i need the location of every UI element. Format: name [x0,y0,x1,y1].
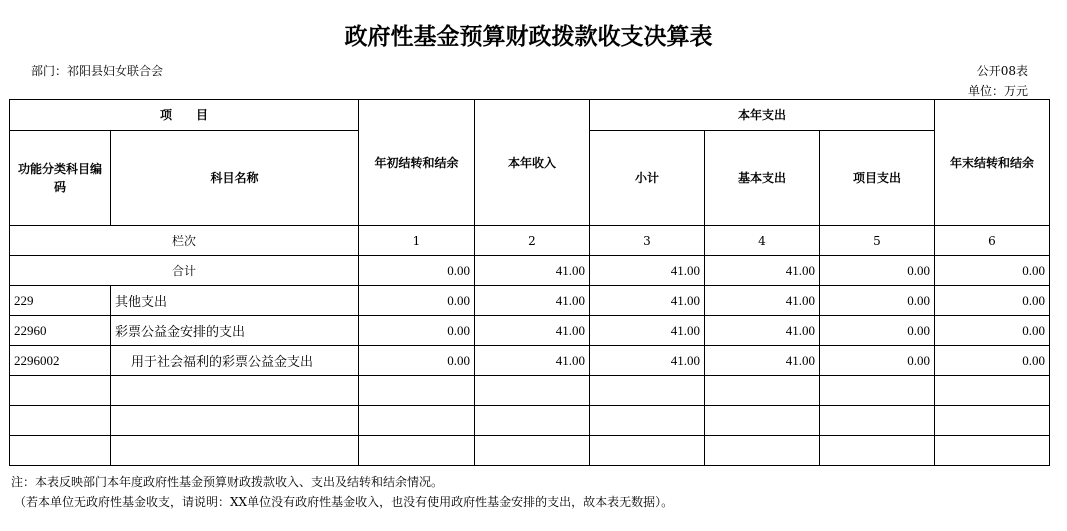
row-value: 41.00 [475,286,590,316]
total-value: 41.00 [475,256,590,286]
column-number: 2 [475,226,590,256]
total-value: 0.00 [935,256,1050,286]
row-name: 其他支出 [111,286,359,316]
row-value: 0.00 [359,346,475,376]
header-name: 科目名称 [111,131,359,226]
empty-row [10,436,1050,466]
column-number: 1 [359,226,475,256]
row-value: 0.00 [935,316,1050,346]
total-value: 0.00 [359,256,475,286]
row-code: 2296002 [10,346,111,376]
row-value: 41.00 [705,316,820,346]
table-number: 公开08表 [976,64,1028,78]
fund-table [9,99,1050,466]
row-value: 0.00 [820,316,935,346]
row-value: 0.00 [820,286,935,316]
empty-row [10,406,1050,436]
column-number-row [10,226,1050,256]
column-number-label: 栏次 [10,226,359,256]
row-code: 22960 [10,316,111,346]
row-value: 0.00 [359,286,475,316]
header-item: 项 目 [10,100,359,131]
total-value: 41.00 [705,256,820,286]
row-value: 41.00 [475,316,590,346]
column-number: 6 [935,226,1050,256]
empty-row [10,376,1050,406]
row-value: 41.00 [475,346,590,376]
row-value: 41.00 [705,346,820,376]
header-project: 项目支出 [820,131,935,226]
row-name: 用于社会福利的彩票公益金支出 [111,346,359,376]
total-value: 41.00 [590,256,705,286]
footnote: （若本单位无政府性基金收支，请说明：XX单位没有政府性基金收入，也没有使用政府性基金安排的支出，故本表无数据）。 [14,495,674,509]
column-number: 5 [820,226,935,256]
row-name: 彩票公益金安排的支出 [111,316,359,346]
header-basic: 基本支出 [705,131,820,226]
column-number: 4 [705,226,820,256]
header-income: 本年收入 [475,100,590,226]
row-value: 41.00 [590,316,705,346]
table-row [10,286,1050,316]
row-value: 0.00 [359,316,475,346]
header-expense: 本年支出 [590,100,935,131]
row-value: 41.00 [590,286,705,316]
total-row [10,256,1050,286]
row-value: 0.00 [820,346,935,376]
footnote: 注：本表反映部门本年度政府性基金预算财政拨款收入、支出及结转和结余情况。 [11,475,444,489]
column-number: 3 [590,226,705,256]
header-end-balance: 年末结转和结余 [935,100,1050,226]
row-value: 41.00 [590,346,705,376]
header-subtotal: 小计 [590,131,705,226]
total-value: 0.00 [820,256,935,286]
header-begin-balance: 年初结转和结余 [359,100,475,226]
header-code: 功能分类科目编码 [10,131,111,226]
table-row [10,316,1050,346]
row-value: 0.00 [935,346,1050,376]
row-value: 0.00 [935,286,1050,316]
row-value: 41.00 [705,286,820,316]
table-row [10,346,1050,376]
row-code: 229 [10,286,111,316]
page-title: 政府性基金预算财政拨款收支决算表 [344,24,713,50]
unit-label: 单位：万元 [967,84,1028,98]
department-label: 部门：祁阳县妇女联合会 [31,64,164,78]
total-label: 合计 [10,256,359,286]
